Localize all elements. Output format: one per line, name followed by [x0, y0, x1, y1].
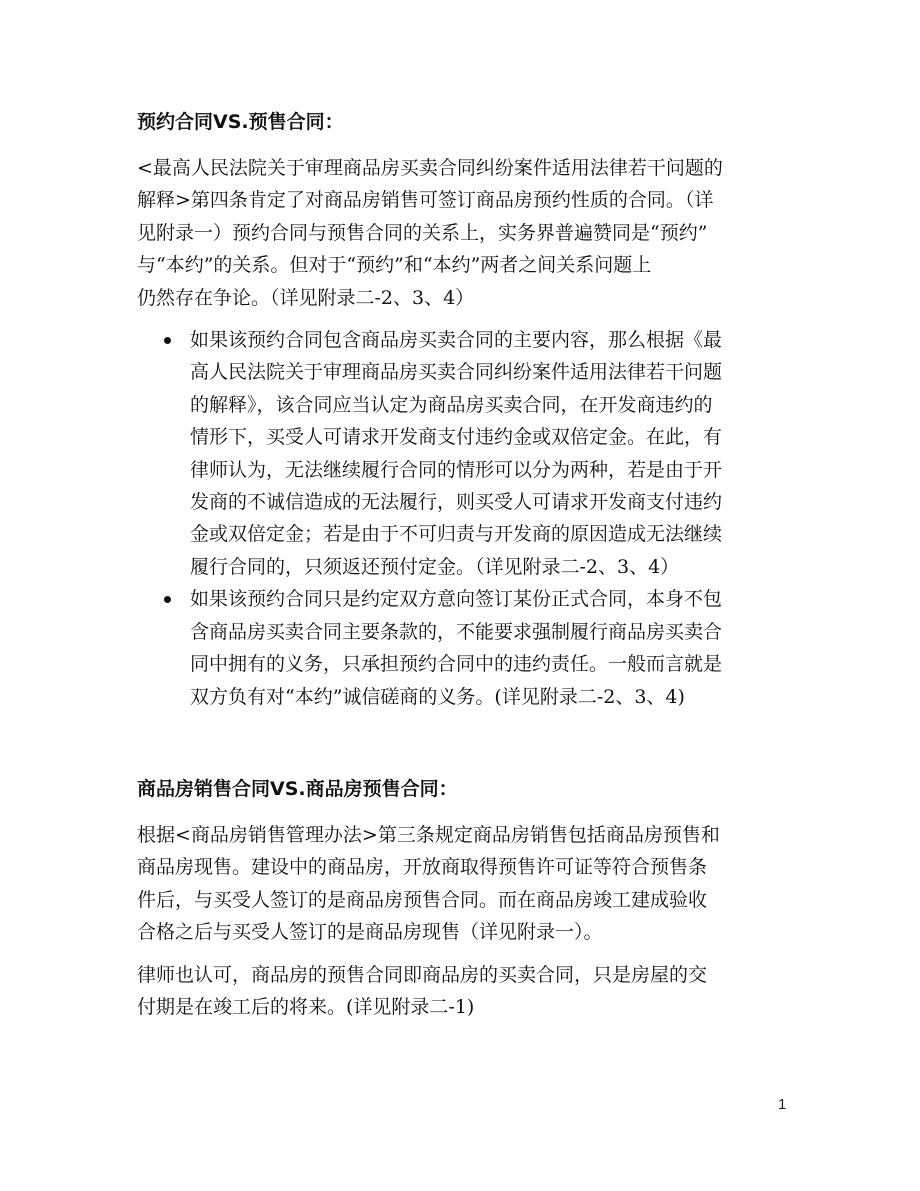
text-line: 与“本约”的关系。但对于“预约”和“本约”两者之间关系问题上	[137, 254, 652, 277]
section-title-presale-vs-preorder: 预约合同VS.预售合同：	[137, 111, 344, 133]
text-line: 的解释》，该合同应当认定为商品房买卖合同，在开发商违约的	[190, 393, 713, 416]
text-line: 含商品房买卖合同主要条款的，不能要求强制履行商品房买卖合	[190, 620, 723, 643]
text-line: 律师也认可，商品房的预售合同即商品房的买卖合同，只是房屋的交	[137, 963, 708, 986]
bullet-icon	[164, 337, 171, 344]
text-line: 情形下，买受人可请求开发商支付违约金或双倍定金。在此，有	[190, 426, 723, 449]
text-line: 双方负有对“本约”诚信磋商的义务。(详见附录二-2、3、4)	[190, 685, 685, 708]
document-body	[137, 106, 787, 1033]
text-line: 同中拥有的义务，只承担预约合同中的违约责任。一般而言就是	[190, 653, 723, 676]
text-line: 发商的不诚信造成的无法履行，则买受人可请求开发商支付违约	[190, 491, 723, 514]
text-line: 高人民法院关于审理商品房买卖合同纠纷案件适用法律若干问题	[190, 361, 723, 384]
bullet-icon	[164, 596, 171, 603]
list-item	[137, 324, 787, 583]
text-line: 根据<商品房销售管理办法>第三条规定商品房销售包括商品房预售和	[137, 823, 720, 846]
list-item	[137, 583, 787, 713]
bullet-list	[137, 324, 787, 713]
text-line: 件后，与买受人签订的是商品房预售合同。而在商品房竣工建成验收	[137, 888, 708, 911]
section2-paragraph-2	[137, 959, 787, 1024]
section-spacer	[137, 713, 787, 773]
section-title-sale-vs-presale: 商品房销售合同VS.商品房预售合同：	[137, 777, 458, 800]
text-line: 如果该预约合同只是约定双方意向签订某份正式合同，本身不包	[190, 588, 723, 611]
text-line: 合格之后与买受人签订的是商品房现售（详见附录一）。	[137, 921, 603, 944]
text-line: 履行合同的，只须返还预付定金。（详见附录二-2、3、4）	[190, 555, 680, 578]
section2-paragraph-1	[137, 819, 787, 949]
text-line: <最高人民法院关于审理商品房买卖合同纠纷案件适用法律若干问题的	[137, 157, 723, 179]
text-line: 解释>第四条肯定了对商品房销售可签订商品房预约性质的合同。（详	[137, 189, 714, 212]
section1-intro-paragraph	[137, 152, 787, 314]
text-line: 律师认为，无法继续履行合同的情形可以分为两种，若是由于开	[190, 458, 723, 481]
text-line: 金或双倍定金；若是由于不可归责与开发商的原因造成无法继续	[190, 523, 723, 546]
text-line: 见附录一）预约合同与预售合同的关系上，实务界普遍赞同是“预约”	[137, 221, 708, 244]
text-line: 仍然存在争论。（详见附录二-2、3、4）	[137, 286, 475, 309]
text-line: 如果该预约合同包含商品房买卖合同的主要内容，那么根据《最	[190, 329, 723, 352]
page-number: 1	[778, 1096, 787, 1113]
text-line: 付期是在竣工后的将来。(详见附录二-1)	[137, 995, 475, 1018]
text-line: 商品房现售。建设中的商品房，开放商取得预售许可证等符合预售条	[137, 856, 708, 879]
